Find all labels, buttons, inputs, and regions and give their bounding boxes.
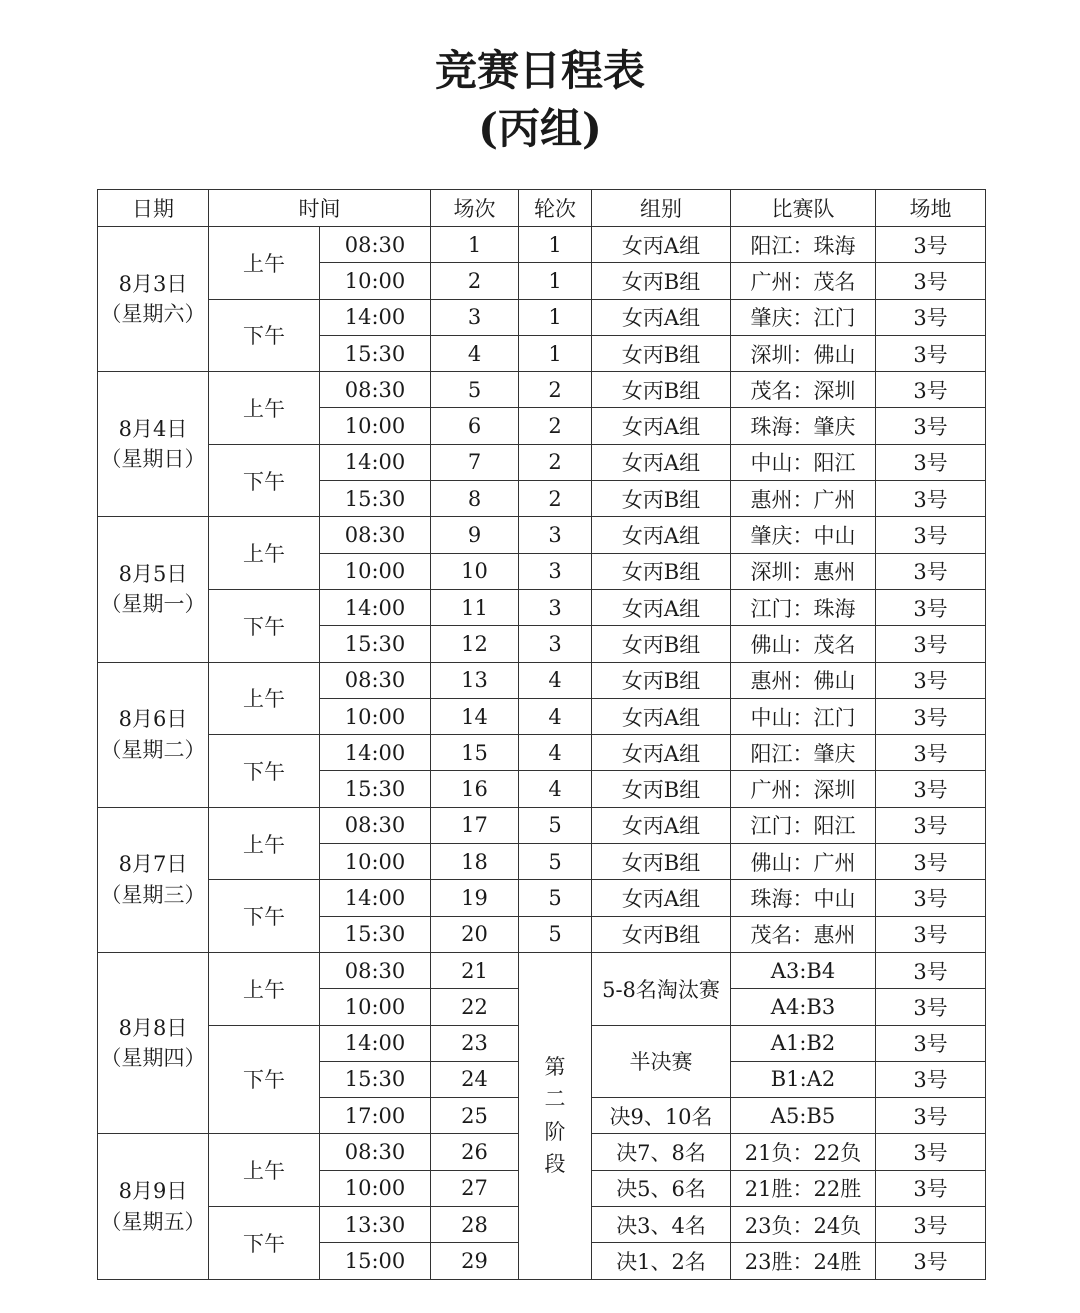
group-cell: 女丙B组 [592, 481, 731, 517]
teams-cell: 23胜：24胜 [731, 1243, 876, 1279]
group-cell: 女丙A组 [592, 698, 731, 734]
header-time: 时间 [209, 190, 431, 227]
halfday-am: 上午 [209, 1134, 320, 1207]
halfday-pm: 下午 [209, 589, 320, 662]
venue-cell: 3号 [876, 989, 986, 1025]
venue-cell: 3号 [876, 481, 986, 517]
group-cell: 决5、6名 [592, 1170, 731, 1206]
header-date: 日期 [98, 190, 209, 227]
time-cell: 15:30 [320, 771, 431, 807]
schedule-body [98, 190, 986, 1280]
date-label: 8月9日 [118, 1179, 188, 1204]
halfday-pm: 下午 [209, 1025, 320, 1134]
date-label: 8月6日 [118, 707, 188, 732]
teams-cell: 广州：茂名 [731, 263, 876, 299]
stage-char: 段 [544, 1152, 566, 1177]
venue-cell: 3号 [876, 735, 986, 771]
round-cell: 5 [519, 880, 592, 916]
match-no-cell: 8 [431, 481, 519, 517]
weekday-label: （星期五） [100, 1209, 206, 1234]
match-no-cell: 13 [431, 662, 519, 698]
date-label: 8月4日 [118, 416, 188, 441]
round-cell: 2 [519, 408, 592, 444]
time-cell: 10:00 [320, 698, 431, 734]
round-cell: 2 [519, 481, 592, 517]
time-cell: 14:00 [320, 735, 431, 771]
time-cell: 15:30 [320, 916, 431, 952]
venue-cell: 3号 [876, 517, 986, 553]
group-cell: 5-8名淘汰赛 [592, 952, 731, 1025]
round-cell: 5 [519, 807, 592, 843]
group-cell: 女丙A组 [592, 444, 731, 480]
table-row [98, 444, 986, 480]
table-row [98, 807, 986, 843]
header-teams: 比赛队 [731, 190, 876, 227]
date-label: 8月7日 [118, 852, 188, 877]
group-cell: 女丙A组 [592, 735, 731, 771]
date-label: 8月5日 [118, 562, 188, 587]
teams-cell: 深圳：佛山 [731, 335, 876, 371]
halfday-pm: 下午 [209, 1207, 320, 1280]
teams-cell: 珠海：中山 [731, 880, 876, 916]
venue-cell: 3号 [876, 626, 986, 662]
teams-cell: 肇庆：江门 [731, 299, 876, 335]
teams-cell: 中山：江门 [731, 698, 876, 734]
group-cell: 女丙B组 [592, 372, 731, 408]
teams-cell: 惠州：佛山 [731, 662, 876, 698]
halfday-am: 上午 [209, 952, 320, 1025]
match-no-cell: 3 [431, 299, 519, 335]
time-cell: 15:30 [320, 481, 431, 517]
match-no-cell: 25 [431, 1098, 519, 1134]
match-no-cell: 11 [431, 589, 519, 625]
halfday-am: 上午 [209, 662, 320, 735]
table-row [98, 735, 986, 771]
time-cell: 10:00 [320, 1170, 431, 1206]
venue-cell: 3号 [876, 880, 986, 916]
header-venue: 场地 [876, 190, 986, 227]
date-cell [98, 517, 209, 662]
weekday-label: （星期一） [100, 592, 206, 617]
table-row [98, 662, 986, 698]
teams-cell: 江门：阳江 [731, 807, 876, 843]
venue-cell: 3号 [876, 263, 986, 299]
time-cell: 10:00 [320, 408, 431, 444]
halfday-am: 上午 [209, 807, 320, 880]
halfday-pm: 下午 [209, 444, 320, 517]
teams-cell: 中山：阳江 [731, 444, 876, 480]
teams-cell: 江门：珠海 [731, 589, 876, 625]
date-cell [98, 807, 209, 952]
group-cell: 女丙B组 [592, 335, 731, 371]
venue-cell: 3号 [876, 589, 986, 625]
teams-cell: 肇庆：中山 [731, 517, 876, 553]
teams-cell: A5:B5 [731, 1098, 876, 1134]
round-cell: 4 [519, 698, 592, 734]
halfday-pm: 下午 [209, 880, 320, 953]
stage-cell [519, 952, 592, 1279]
venue-cell: 3号 [876, 299, 986, 335]
round-cell: 5 [519, 844, 592, 880]
header-match-no: 场次 [431, 190, 519, 227]
round-cell: 1 [519, 335, 592, 371]
round-cell: 2 [519, 444, 592, 480]
table-row [98, 299, 986, 335]
round-cell: 4 [519, 771, 592, 807]
group-cell: 女丙A组 [592, 880, 731, 916]
page-title: 竞赛日程表 [434, 46, 645, 95]
stage-char: 第 [544, 1054, 566, 1079]
match-no-cell: 17 [431, 807, 519, 843]
group-cell: 决7、8名 [592, 1134, 731, 1170]
teams-cell: 阳江：肇庆 [731, 735, 876, 771]
time-cell: 08:30 [320, 227, 431, 263]
time-cell: 15:00 [320, 1243, 431, 1279]
halfday-am: 上午 [209, 372, 320, 445]
group-cell: 女丙B组 [592, 626, 731, 662]
time-cell: 08:30 [320, 662, 431, 698]
venue-cell: 3号 [876, 444, 986, 480]
group-cell: 决1、2名 [592, 1243, 731, 1279]
match-no-cell: 16 [431, 771, 519, 807]
round-cell: 1 [519, 263, 592, 299]
teams-cell: 茂名：惠州 [731, 916, 876, 952]
round-cell: 4 [519, 735, 592, 771]
venue-cell: 3号 [876, 335, 986, 371]
teams-cell: B1:A2 [731, 1061, 876, 1097]
time-cell: 15:30 [320, 1061, 431, 1097]
round-cell: 3 [519, 517, 592, 553]
date-cell [98, 662, 209, 807]
time-cell: 17:00 [320, 1098, 431, 1134]
weekday-label: （星期六） [100, 302, 206, 327]
date-cell [98, 952, 209, 1133]
match-no-cell: 10 [431, 553, 519, 589]
halfday-pm: 下午 [209, 735, 320, 808]
venue-cell: 3号 [876, 771, 986, 807]
teams-cell: 阳江：珠海 [731, 227, 876, 263]
group-cell: 女丙B组 [592, 553, 731, 589]
group-cell: 女丙B组 [592, 916, 731, 952]
venue-cell: 3号 [876, 1243, 986, 1279]
venue-cell: 3号 [876, 1134, 986, 1170]
weekday-label: （星期日） [100, 447, 206, 472]
match-no-cell: 21 [431, 952, 519, 988]
stage-char: 阶 [544, 1119, 566, 1144]
group-cell: 半决赛 [592, 1025, 731, 1098]
venue-cell: 3号 [876, 952, 986, 988]
teams-cell: A3:B4 [731, 952, 876, 988]
round-cell: 4 [519, 662, 592, 698]
time-cell: 13:30 [320, 1207, 431, 1243]
group-cell: 女丙A组 [592, 807, 731, 843]
teams-cell: 21负：22负 [731, 1134, 876, 1170]
match-no-cell: 22 [431, 989, 519, 1025]
round-cell: 3 [519, 589, 592, 625]
match-no-cell: 27 [431, 1170, 519, 1206]
group-cell: 决3、4名 [592, 1207, 731, 1243]
group-cell: 女丙B组 [592, 844, 731, 880]
weekday-label: （星期四） [100, 1046, 206, 1071]
teams-cell: 茂名：深圳 [731, 372, 876, 408]
match-no-cell: 23 [431, 1025, 519, 1061]
round-cell: 1 [519, 227, 592, 263]
date-cell [98, 1134, 209, 1279]
match-no-cell: 1 [431, 227, 519, 263]
venue-cell: 3号 [876, 1207, 986, 1243]
match-no-cell: 2 [431, 263, 519, 299]
match-no-cell: 14 [431, 698, 519, 734]
time-cell: 10:00 [320, 989, 431, 1025]
table-row [98, 589, 986, 625]
venue-cell: 3号 [876, 807, 986, 843]
halfday-am: 上午 [209, 517, 320, 590]
weekday-label: （星期二） [100, 737, 206, 762]
venue-cell: 3号 [876, 844, 986, 880]
match-no-cell: 6 [431, 408, 519, 444]
time-cell: 14:00 [320, 1025, 431, 1061]
venue-cell: 3号 [876, 408, 986, 444]
match-no-cell: 19 [431, 880, 519, 916]
venue-cell: 3号 [876, 698, 986, 734]
time-cell: 10:00 [320, 844, 431, 880]
match-no-cell: 28 [431, 1207, 519, 1243]
teams-cell: 佛山：茂名 [731, 626, 876, 662]
teams-cell: 广州：深圳 [731, 771, 876, 807]
match-no-cell: 4 [431, 335, 519, 371]
stage-char: 二 [544, 1087, 566, 1112]
time-cell: 08:30 [320, 517, 431, 553]
match-no-cell: 15 [431, 735, 519, 771]
venue-cell: 3号 [876, 553, 986, 589]
teams-cell: A4:B3 [731, 989, 876, 1025]
table-row [98, 227, 986, 263]
teams-cell: 23负：24负 [731, 1207, 876, 1243]
group-cell: 女丙A组 [592, 227, 731, 263]
venue-cell: 3号 [876, 1025, 986, 1061]
venue-cell: 3号 [876, 916, 986, 952]
round-cell: 5 [519, 916, 592, 952]
teams-cell: 惠州：广州 [731, 481, 876, 517]
match-no-cell: 20 [431, 916, 519, 952]
header-group: 组别 [592, 190, 731, 227]
venue-cell: 3号 [876, 1170, 986, 1206]
time-cell: 14:00 [320, 444, 431, 480]
date-cell [98, 227, 209, 372]
round-cell: 3 [519, 553, 592, 589]
table-row [98, 952, 986, 988]
group-cell: 女丙A组 [592, 517, 731, 553]
date-cell [98, 372, 209, 517]
round-cell: 3 [519, 626, 592, 662]
table-row [98, 880, 986, 916]
group-cell: 女丙B组 [592, 771, 731, 807]
halfday-pm: 下午 [209, 299, 320, 372]
time-cell: 15:30 [320, 626, 431, 662]
match-no-cell: 18 [431, 844, 519, 880]
time-cell: 08:30 [320, 372, 431, 408]
header-round: 轮次 [519, 190, 592, 227]
teams-cell: 佛山：广州 [731, 844, 876, 880]
teams-cell: 21胜：22胜 [731, 1170, 876, 1206]
time-cell: 14:00 [320, 880, 431, 916]
teams-cell: 珠海：肇庆 [731, 408, 876, 444]
time-cell: 08:30 [320, 1134, 431, 1170]
venue-cell: 3号 [876, 662, 986, 698]
schedule-table [97, 189, 986, 1280]
venue-cell: 3号 [876, 372, 986, 408]
group-cell: 女丙B组 [592, 662, 731, 698]
group-cell: 女丙A组 [592, 408, 731, 444]
group-cell: 决9、10名 [592, 1098, 731, 1134]
time-cell: 10:00 [320, 263, 431, 299]
time-cell: 14:00 [320, 589, 431, 625]
match-no-cell: 12 [431, 626, 519, 662]
date-label: 8月3日 [118, 271, 188, 296]
table-row [98, 517, 986, 553]
venue-cell: 3号 [876, 1098, 986, 1134]
match-no-cell: 9 [431, 517, 519, 553]
teams-cell: 深圳：惠州 [731, 553, 876, 589]
venue-cell: 3号 [876, 227, 986, 263]
match-no-cell: 7 [431, 444, 519, 480]
table-row [98, 372, 986, 408]
halfday-am: 上午 [209, 227, 320, 300]
time-cell: 14:00 [320, 299, 431, 335]
time-cell: 08:30 [320, 952, 431, 988]
match-no-cell: 29 [431, 1243, 519, 1279]
teams-cell: A1:B2 [731, 1025, 876, 1061]
date-label: 8月8日 [118, 1015, 188, 1040]
weekday-label: （星期三） [100, 882, 206, 907]
time-cell: 08:30 [320, 807, 431, 843]
page-subtitle: (丙组) [478, 104, 602, 153]
round-cell: 1 [519, 299, 592, 335]
group-cell: 女丙A组 [592, 589, 731, 625]
round-cell: 2 [519, 372, 592, 408]
group-cell: 女丙B组 [592, 263, 731, 299]
match-no-cell: 5 [431, 372, 519, 408]
time-cell: 15:30 [320, 335, 431, 371]
time-cell: 10:00 [320, 553, 431, 589]
header-row [98, 190, 986, 227]
venue-cell: 3号 [876, 1061, 986, 1097]
group-cell: 女丙A组 [592, 299, 731, 335]
match-no-cell: 24 [431, 1061, 519, 1097]
match-no-cell: 26 [431, 1134, 519, 1170]
